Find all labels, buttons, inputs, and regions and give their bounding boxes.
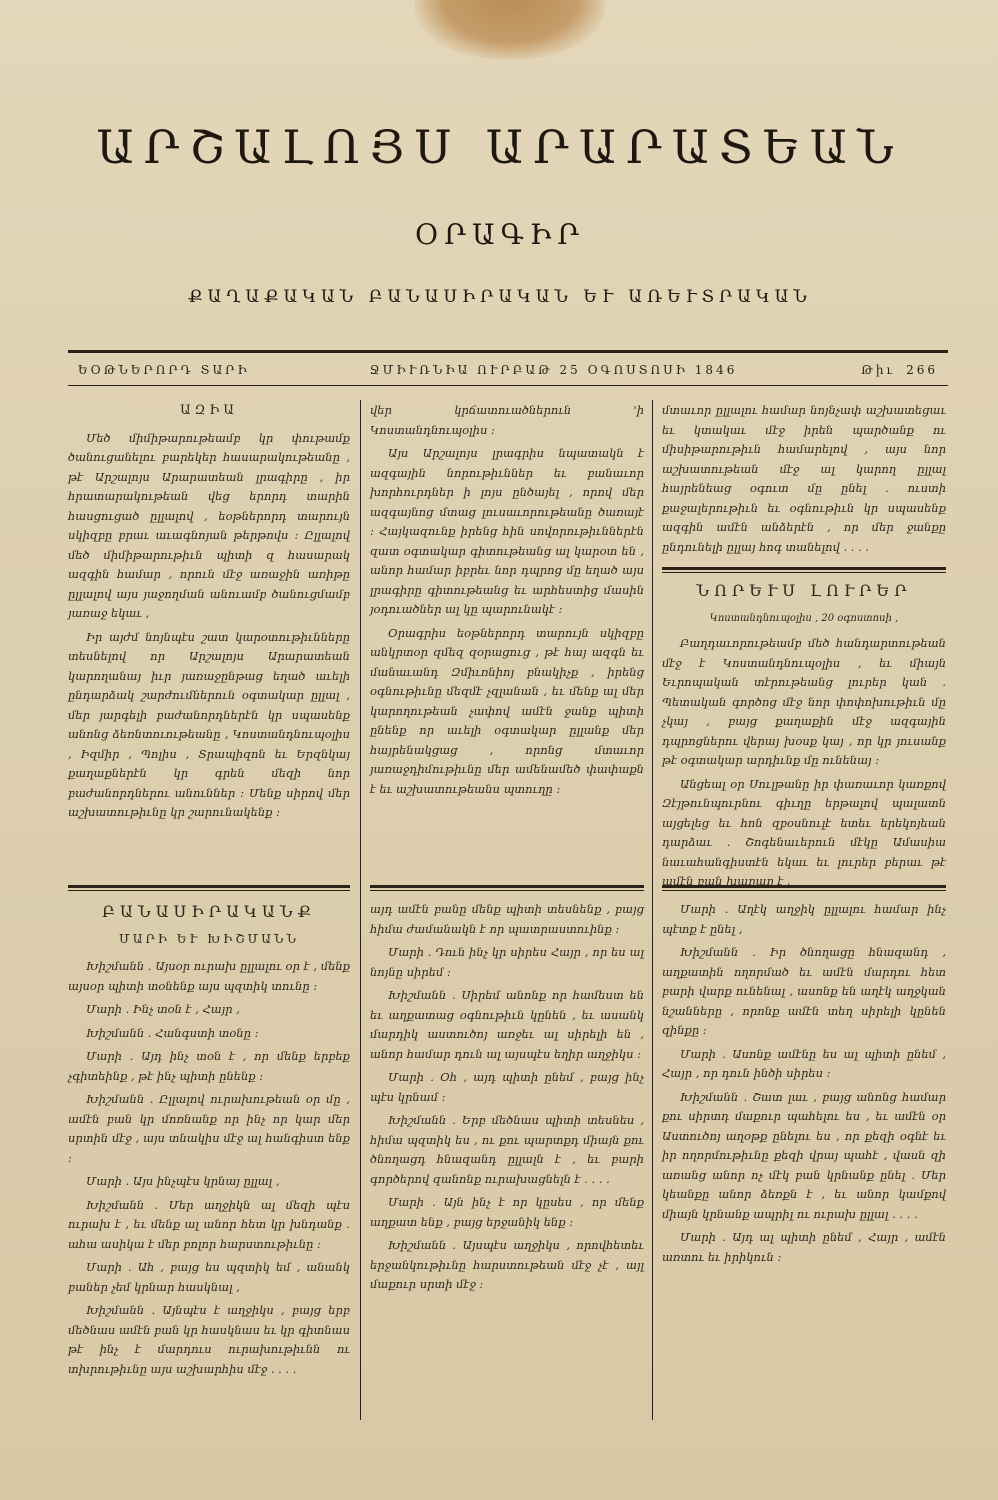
year-label: ԵՕԹՆԵՐՈՐԴ ՏԱՐԻ (78, 363, 250, 377)
article-paragraph: մտաւոր ըլլալու համար նոյնչափ աշխատեցաւ եւ կտակաւ մէջ իրեն պարծանք ու միսիթարութիւն համարելով , այս նոր աշխատութեան մէջ ալ կարող ըլլալ հայրենեաց օգուտ մը ընել . ուստի քաջալերութիւն եւ օգնութիւն կր սպասենք ազգին ամէն անձերէն , որ մեր ջանքը ընդունելի ըլլայ հոգ տանելով . . . . (662, 403, 946, 554)
dialogue-line: Մարի . Այս ինչպէս կրնայ ըլլալ , (86, 1174, 280, 1188)
dialogue-line: Մարի . Օհ , այդ պիտի ընեմ , բայց ինչ պէս կրնամ : (370, 1070, 644, 1104)
dateline-bar (68, 350, 948, 386)
article-columns (68, 395, 948, 1435)
section-heading-asia: ԱԶԻԱ (180, 403, 238, 418)
article-paragraph: Բաղդաւորութեամբ մեծ հանդարտութեան մէջ է Կոստանդնուպօլիս , եւ միայն Եւրոպական տէրութեանց լուրեր կան . Պետական գործոց մէջ նոր փոփոխութիւն մը չկայ , բայց քաղաքին մէջ ազգային դպրոցներու վերայ խօսք կայ , որ կր յուսանք թէ օգտակար արդիւնք մը ունենայ : (662, 636, 946, 767)
dialogue-line: Խիշմանն . Այսօր ուրախ ըլլալու օր է , մենք այսօր պիտի տօնենք այս պզտիկ տունը : (68, 959, 350, 993)
dialogue-line: Խիշմանն . Մեր աղջիկն ալ մեզի պէս ուրախ է , եւ մենք ալ անոր հետ կր խնդանք . ահա ասիկա է մեր բոլոր հարստութիւնը : (68, 1197, 350, 1251)
date-group (370, 363, 738, 377)
section-heading-literary: ԲԱՆԱՍԻՐԱԿԱՆՔ (101, 902, 317, 921)
dialogue-line: Մարի . Ասոնք ամէնը ես ալ պիտի ընեմ , Հայր , որ դուն ինծի սիրես : (662, 1046, 946, 1080)
article-paragraph: Անցեալ օր Սուլթանը իր փառաւոր կառքով Զէյթունպուրնու գիւղը երթալով պալատն այցելեց եւ հոն զբօսնուլէ ետեւ երեկոյեան դարձաւ . Շոգենաւերուն մէկը Ամասիա նաւահանգիստէն եկաւ եւ լուրեր բերաւ թէ ամէն բան խաղաղ է . (662, 776, 946, 888)
issue-number: 266 (906, 363, 938, 377)
column-2-bottom (370, 900, 644, 1299)
month-label: ՕԳՈՍՏՈՍԻ (587, 363, 688, 377)
section-rule (662, 567, 946, 573)
dialogue-line: Մարի . Այդ ինչ տօն է , որ մենք երբեք չգիտեինք , թէ ինչ պիտի ընենք : (68, 1049, 350, 1083)
paper-stain (415, 0, 605, 60)
column-1-top (68, 401, 350, 827)
column-3-bottom (662, 900, 946, 1271)
weekday-label: ՋՄԻՒՌՆԻԱ ՈՒՐԲԱԹ (369, 363, 553, 377)
column-divider-2 (652, 400, 653, 1420)
section-rule (68, 885, 350, 891)
dialogue-line: Մարի . Այն ինչ է որ կըսես , որ մենք աղքատ ենք , բայց երջանիկ ենք : (370, 1195, 644, 1229)
year-number: 1846 (694, 363, 738, 377)
dialogue-line: Խիշմանն . Սիրեմ անոնք որ համեստ են եւ աղքատաց օգնութիւն կընեն , եւ ասանկ մարդիկ աստուծոյ առջեւ ալ սիրելի են , անոր համար դուն ալ այսպէս եղիր աղջիկս : (370, 988, 644, 1061)
masthead (60, 120, 940, 307)
issue-label: Թիւ (861, 363, 896, 377)
column-2-top (370, 401, 644, 803)
column-3-top (662, 401, 946, 896)
dialogue-line: Խիշմանն . Այնպէս է աղջիկս , բայց երբ մեծնաս ամէն բան կր հասկնաս եւ կր գիտնաս թէ ինչ է մարդուս ուրախութիւնն ու տխրութիւնը այս աշխարհիս մէջ . . . . (68, 1303, 350, 1376)
newspaper-tagline: ՔԱՂԱՔԱԿԱՆ ԲԱՆԱՍԻՐԱԿԱՆ ԵՒ ԱՌԵՒՏՐԱԿԱՆ (188, 287, 812, 307)
section-heading-news: ՆՈՐԵՒՍ ԼՈՒՐԵՐ (696, 581, 912, 600)
day-number: 25 (559, 363, 581, 377)
column-divider-1 (360, 400, 361, 1420)
section-rule (662, 885, 946, 891)
dialogue-line: այդ ամէն բանը մենք պիտի տեսնենք , բայց հիմա ժամանակն է որ պատրաստուինք : (370, 902, 644, 936)
article-paragraph: Այս Արշալոյս լրագրիս նպատակն է ազգային նորութիւններ եւ բանաւոր խորհուրդներ ի լոյս ընծայել , որով մեր ազգայնոց մտաց լուսաւորութեանը ծառայէ : Հայկազունք իրենց հին սովորութիւններէն զատ օգտակար գիտութեանց ալ կարօտ են , անոր համար իբրեւ նոր դպրոց մը եղած այս լրագիրը գիտութեանց եւ արհեստից մասին յօդուածներ ալ կը պարունակէ : (370, 446, 644, 616)
dialogue-line: Խիշմանն . Շատ լաւ , բայց անոնց համար քու սիրտդ մաքուր պահելու ես , եւ ամէն օր Աստուծոյ աղօթք ընելու ես , որ քեզի օգնէ եւ իր ողորմութիւնը քեզի վրայ պահէ , վասն զի առանց անոր ոչ մէկ բան կրնանք ընել . Մեր կեանքը անոր ձեռքն է , եւ անոր կամքով միայն կրնանք ապրիլ ու ուրախ ըլլալ . . . . (662, 1089, 946, 1221)
dialogue-line: Մարի . Այդ ալ պիտի ընեմ , Հայր , ամէն առտու եւ իրիկուն : (662, 1230, 946, 1264)
dialogue-line: Մարի . Ահ , բայց ես պզտիկ եմ , անանկ բաներ չեմ կրնար հասկնալ , (68, 1260, 350, 1294)
newspaper-title: ԱՐՇԱԼՈՅՍ ԱՐԱՐԱՏԵԱՆ (96, 120, 904, 174)
article-paragraph: Մեծ միմիթարութեամբ կր փութամք ծանուցանելու բարեկեր հասարակութեանը , թէ Արշալոյս Արարատեան լրագիրը , իր հրատարակութեան վեց երորդ տարին հասցուցած ըլլալով , եօթներորդ տարույն սկիզբը բրաւ աւագնոյան թերթովս : Ըլլալով մեծ միմիթարութիւն պիտի զ հասարակ ազգին համար , որուն մէջ առաջին առիթը ըլլալով այս յաջողման անուամբ ծանուցմամբ յառաջ եկաւ , (68, 430, 350, 620)
dialogue-line: Խիշմանն . Իր ծնողացը հնազանդ , աղքատին ողորմած եւ ամէն մարդու հետ բարի վարք ունենալ , ասոնք են աղէկ աղջկան նշանները , որոնք ամէն տեղ սիրելի կընեն զինքը : (662, 945, 946, 1037)
newspaper-subtitle: ՕՐԱԳԻՐ (414, 218, 586, 251)
section-rule (370, 885, 644, 891)
dialogue-line: Մարի . Դուն ինչ կր սիրես Հայր , որ ես ալ նոյնը սիրեմ : (370, 945, 644, 979)
issue-group (857, 363, 938, 377)
dialogue-line: Մարի . Ինչ տօն է , Հայր , (86, 1002, 240, 1016)
article-paragraph: Իր այժմ նոյնպէս շատ կարօտութիւնները տեսնելով որ Արշալոյս Արարատեան կարողանայ իւր յառաջընթաց եղած աւելի ընդարձակ շարժումներուն օգտակար ըլլալ , մեր յարգելի բաժանորդներէն կր սպասենք անոնց ձեռնտուութեանը , Կոստանդնուպօլիս , Իզմիր , Պոլիս , Տրապիզոն եւ Երզնկայ քաղաքներէն կր գրեն մեզի նոր բաժանորդներու անուններ : Մենք սիրով մեր աշխատութիւնը կր շարունակենք : (68, 629, 350, 819)
news-dateline: Կոստանդնուպօլիս , 20 օգոստոսի , (709, 612, 899, 624)
article-paragraph: վեր կրճատուածներուն 'ի Կոստանդնուպօլիս : (370, 403, 644, 437)
column-1-bottom (68, 900, 350, 1383)
dialogue-line: Խիշմանն . Ըլլալով ուրախութեան օր մը , ամէն բան կր մոռնանք որ ինչ որ կար մեր սրտին մէջ , այս տնակիս մէջ ալ հանգիստ ենք : (68, 1092, 350, 1165)
article-paragraph: Օրագրիս եօթներորդ տարույն սկիզբը անկրտօր զմեզ զօրացուց , թէ հայ ազգն եւ մանաւանդ Զմիւռնիոյ բնակիչք , իրենց օգնութիւնը մեզմէ չզլանան , եւ մենք ալ մեր կարողութեան չափով ամէն ջանք պիտի ընենք որ աւելի օգտակար ըլլանք մեր հայրենակցաց , որոնց մտաւոր յառաջդիմութիւնը մեր ամենամեծ փափաքն է եւ աշխատութեանս պտուղը : (370, 625, 644, 796)
literary-subheading: ՄԱՐԻ ԵՒ ԽԻՇՄԱՆՆ (119, 931, 299, 946)
dialogue-line: Խիշմանն . Երբ մեծնաս պիտի տեսնես , հիմա պզտիկ ես , ու քու պարտքդ միայն քու ծնողացդ հնազանդ ըլլալն է , եւ բարի գործերով զանոնք ուրախացնելն է . . . . (370, 1113, 644, 1186)
dialogue-line: Խիշմանն . Այսպէս աղջիկս , որովհետեւ երջանկութիւնը հարստութեան մէջ չէ , այլ մաքուր սրտի մէջ : (370, 1238, 644, 1291)
dialogue-line: Մարի . Աղէկ աղջիկ ըլլալու համար ինչ պէտք է ընել , (662, 902, 946, 936)
dialogue-line: Խիշմանն . Հանգստի տօնը : (86, 1025, 259, 1040)
